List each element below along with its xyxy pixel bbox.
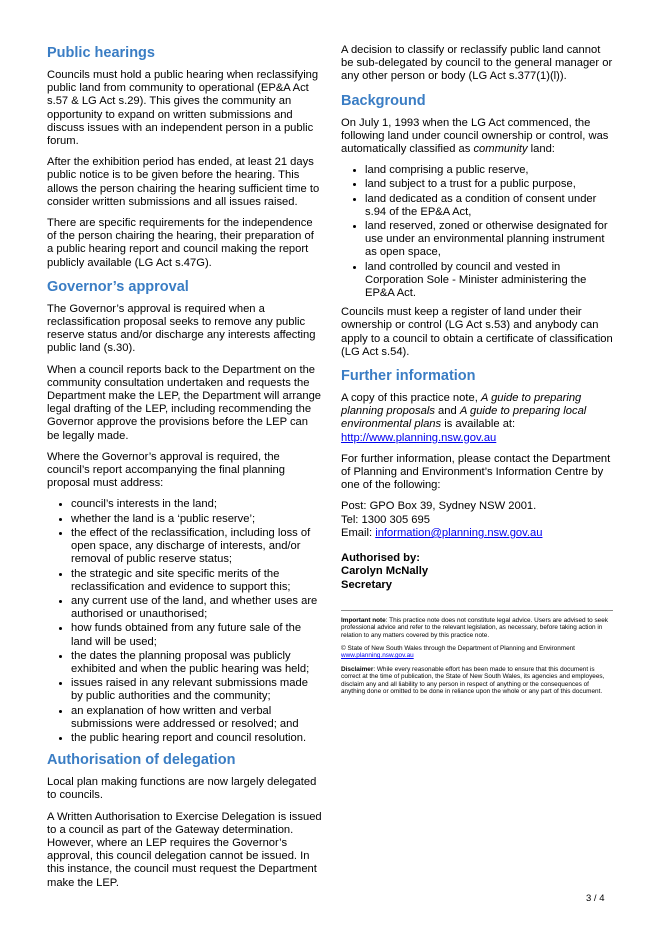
left-column (47, 44, 322, 898)
postal-address: Post: GPO Box 39, Sydney NSW 2001. (341, 500, 537, 513)
list-item: • any current use of the land, and whether uses are authorised or unauthorised; (71, 595, 322, 621)
list-item: • the effect of the reclassification, including loss of open space, any discharge of interests, and/or removal of public reserve status; (71, 527, 322, 567)
contact-details (341, 500, 613, 540)
authoriser-title: Secretary (341, 578, 393, 591)
public-hearings-heading: Public hearings (47, 45, 155, 61)
email-label: Email: (341, 526, 376, 539)
telephone: Tel: 1300 305 695 (341, 513, 430, 526)
footer-divider (341, 610, 613, 611)
governors-approval-paragraph-3: Where the Governor’s approval is required, the council’s report accompanying the final planning proposal must address: (47, 450, 285, 490)
important-note: Important note: This practice note does not constitute legal advice. Users are advised to seek professional advice and refer to the relevant legislation, as necessary, before taking action in relation to any matters covered by this practice note. (341, 616, 608, 639)
governors-approval-paragraph-2: When a council reports back to the Department on the community consultation undertaken and requests the Department make the LEP, the Department will arrange legal drafting of the LEP, including recommending the Governor approve the provisions before the LEP can be legally made. (47, 363, 322, 442)
copyright-notice: © State of New South Wales through the Department of Planning and Environment www.planning.nsw.gov.au (341, 644, 575, 660)
governors-approval-list (47, 498, 322, 745)
authorised-by-label: Authorised by: (341, 552, 420, 565)
further-information-heading: Further information (341, 368, 476, 385)
delegation-paragraph-2: A Written Authorisation to Exercise Delegation is issued to a council as part of the Gateway determination. However, where an LEP requires the Governor’s approval, this council delegation cannot be issued. In this instance, the council must request the Department make the LEP. (47, 810, 322, 889)
governors-approval-heading: Governor’s approval (47, 278, 189, 295)
delegation-heading: Authorisation of delegation (47, 752, 236, 769)
list-item: • land reserved, zoned or otherwise designated for use under an environmental planning instrument as open space, (365, 220, 613, 260)
public-hearings-paragraph-3: There are specific requirements for the independence of the person chairing the hearing, their preparation of a public hearing report and council making the report publicly available (LG Act s.47G). (47, 217, 314, 269)
background-list (341, 164, 613, 300)
governors-approval-paragraph-1: The Governor’s approval is required when a reclassification proposal seeks to remove any public reserve status and/or discharge any interests affecting public land (s.30). (47, 302, 316, 355)
list-item: • land comprising a public reserve, (365, 164, 613, 177)
email-link[interactable]: information@planning.nsw.gov.au (375, 526, 543, 539)
sub-delegation-paragraph: A decision to classify or reclassify public land cannot be sub-delegated by council to the general manager or any other person or body (LG Act s.377(1)(l)). (341, 44, 613, 83)
public-hearings-paragraph-2: After the exhibition period has ended, at least 21 days public notice is to be given before the hearing. This allows the person chairing the hearing sufficient time to consider written submissions and all issues raised. (47, 156, 320, 208)
list-item: • the public hearing report and council resolution. (71, 732, 322, 745)
list-item: • an explanation of how written and verbal submissions were addressed or resolved; and (71, 705, 322, 731)
planning-website-link[interactable]: http://www.planning.nsw.gov.au (341, 431, 497, 444)
list-item: • land controlled by council and vested in Corporation Sole - Minister administering the EP&A Act. (365, 261, 613, 301)
page-number: 3 / 4 (586, 893, 605, 904)
list-item: • land subject to a trust for a public purpose, (365, 178, 613, 191)
list-item: • whether the land is a ‘public reserve’; (71, 513, 322, 526)
delegation-paragraph-1: Local plan making functions are now largely delegated to councils. (47, 776, 317, 802)
public-hearings-paragraph-1: Councils must hold a public hearing when reclassifying public land from community to operational (EP&A Act s.57 & LG Act s.29). This gives the community an opportunity to expand on written submissions and discuss issues with an independent person in a public forum. (47, 69, 319, 148)
disclaimer: Disclaimer: While every reasonable effort has been made to ensure that this document is correct at the time of publication, the State of New South Wales, its agencies and employees, disclaim any and all liability to any person in respect of anything or the consequences of anything done or omitted to be done in reliance upon the whole or any part of this document. (341, 665, 605, 695)
copyright-link[interactable]: www.planning.nsw.gov.au (341, 652, 414, 660)
list-item: • land dedicated as a condition of consent under s.94 of the EP&A Act, (365, 193, 613, 219)
list-item: • issues raised in any relevant submissions made by public authorities and the community; (71, 677, 322, 703)
background-paragraph-2: Councils must keep a register of land under their ownership or control (LG Act s.53) and anybody can apply to a council to obtain a certificate of classification (LG Act s.54). (341, 306, 613, 358)
further-information-paragraph-1: A copy of this practice note, A guide to preparing planning proposals and A guide to preparing local environmental plans is available at: http://www.planning.nsw.gov.au (341, 392, 587, 444)
right-column (341, 44, 613, 701)
list-item: • the strategic and site specific merits of the reclassification and evidence to support this; (71, 568, 322, 594)
background-heading: Background (341, 92, 426, 109)
list-item: • how funds obtained from any future sale of the land will be used; (71, 622, 322, 648)
list-item: • council’s interests in the land; (71, 498, 322, 511)
further-information-paragraph-2: For further information, please contact the Department of Planning and Environment’s Information Centre by one of the following: (341, 452, 611, 492)
authoriser-name: Carolyn McNally (341, 565, 429, 578)
authorisation-block (341, 552, 613, 592)
list-item: • the dates the planning proposal was publicly exhibited and when the public hearing was held; (71, 650, 322, 676)
background-paragraph-1: On July 1, 1993 when the LG Act commenced, the following land under council ownership or control, was automatically classified as community land: (341, 116, 609, 156)
